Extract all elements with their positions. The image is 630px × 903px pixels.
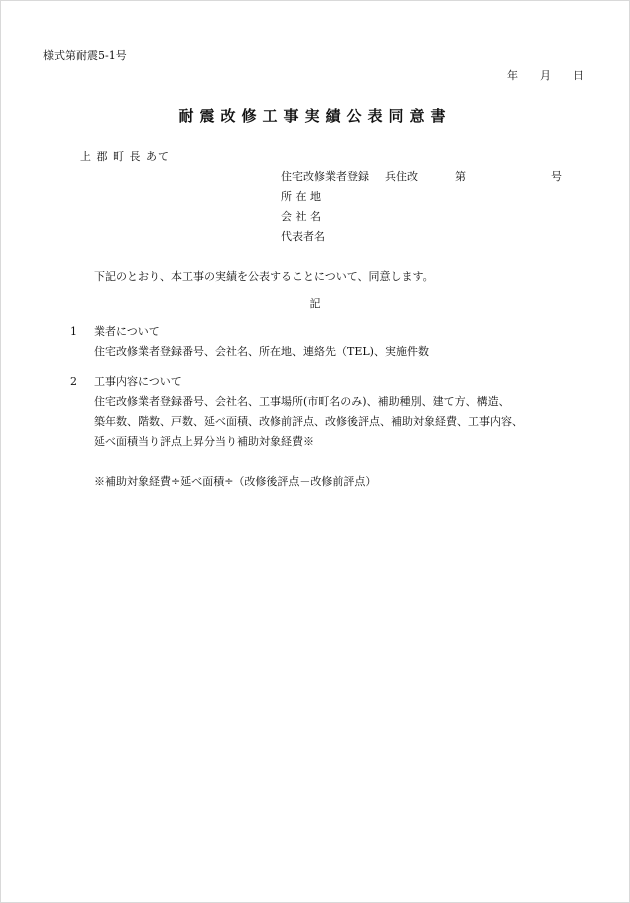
date-day-label: 日 [573,69,584,82]
item-2-line-3: 延べ面積当り評点上昇分当り補助対象経費※ [94,435,314,448]
item-1-heading: 業者について [94,325,160,338]
registration-prefix: 兵住改 [385,170,418,183]
registration-dai: 第 [455,170,466,183]
date-month-label: 月 [540,69,551,82]
item-2-line-1: 住宅改修業者登録番号、会社名、工事場所(市町名のみ)、補助種別、建て方、構造、 [94,395,510,408]
date-year-label: 年 [507,69,518,82]
form-number: 様式第耐震5-1号 [43,49,127,62]
item-2-heading: 工事内容について [94,375,182,388]
registration-label: 住宅改修業者登録 [281,170,369,183]
address-label: 所 在 地 [281,190,321,203]
item-2-line-2: 築年数、階数、戸数、延べ面積、改修前評点、改修後評点、補助対象経費、工事内容、 [94,415,523,428]
footnote: ※補助対象経費÷延べ面積÷（改修後評点－改修前評点） [94,475,377,488]
item-2-number: 2 [70,375,77,388]
intro-text: 下記のとおり、本工事の実績を公表することについて、同意します。 [94,270,434,283]
item-1-line-1: 住宅改修業者登録番号、会社名、所在地、連絡先（TEL)、実施件数 [94,345,429,358]
ki-heading: 記 [309,297,321,310]
date-line [507,70,584,81]
company-label: 会 社 名 [281,210,321,223]
representative-label: 代表者名 [281,230,325,243]
document-title: 耐震改修工事実績公表同意書 [178,107,452,125]
addressee: 上 郡 町 長 あて [80,150,170,163]
registration-go: 号 [551,170,562,183]
item-1-number: 1 [70,325,77,338]
